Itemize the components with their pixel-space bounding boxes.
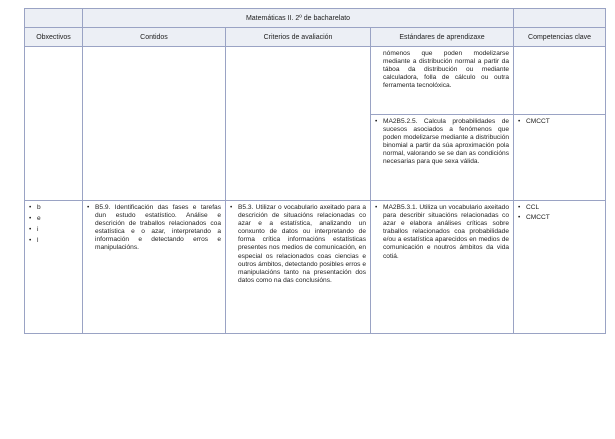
header-competencies: Competencias clave: [514, 28, 606, 47]
empty-corner-cell: [25, 9, 83, 28]
standard-cell: [371, 47, 514, 115]
header-criteria: Criterios de avaliación: [226, 28, 371, 47]
objective-item: • l: [29, 237, 78, 245]
objective-item: • i: [29, 226, 78, 234]
competency-item: • CCL: [518, 204, 601, 212]
standard-continuation-text: nómenos que poden modelizarse mediante a distribución normal a partir da táboa da distribución ou mediante calculadora, folla de cálculo ou outra ferramenta tecnolóxica.: [383, 50, 510, 90]
table-header-row: [25, 28, 606, 47]
standard-text: • MA2B5.2.5. Calcula probabilidades de sucesos asociados a fenómenos que poden modelizarse mediante a distribución binomial a partir da súa aproximación pola normal, valorando se se dan as condicións necesarias para que sexa válida.: [375, 118, 509, 167]
competency-item: • CMCCT: [518, 214, 601, 222]
header-objectives: Obxectivos: [25, 28, 83, 47]
competencies-cell: [514, 115, 606, 201]
curriculum-table-wrapper: [24, 8, 605, 334]
competencies-cell-empty: [514, 47, 606, 115]
criteria-cell-empty: [226, 47, 371, 201]
content-text: • B5.9. Identificación das fases e tarefas dun estudo estatístico. Análise e descrición de traballos relacionados coa estatística e o azar, interpretando a información e detectando erros e manipulacións.: [87, 204, 221, 253]
header-contents: Contidos: [83, 28, 226, 47]
criterion-text: • B5.3. Utilizar o vocabulario axeitado para a descrición de situacións relacionadas co azar e a estatística, analizando un conxunto de datos ou interpretando de forma crítica informacións estatísticas presentes nos medios de comunicación, en especial os relacionados coas ciencias e outros ámbitos, detectando posibles erros e manipulacións tanto na presentación dos datos como na das conclusións.: [230, 204, 366, 285]
criteria-cell: [226, 201, 371, 334]
objectives-cell: [25, 201, 83, 334]
table-row: [25, 47, 606, 115]
competency-item: • CMCCT: [518, 118, 601, 126]
standard-cell: [371, 115, 514, 201]
contents-cell-empty: [83, 47, 226, 201]
table-title: Matemáticas II. 2º de bacharelato: [83, 9, 514, 28]
objective-item: • e: [29, 215, 78, 223]
table-title-row: [25, 9, 606, 28]
objective-item: • b: [29, 204, 78, 212]
table-row: [25, 201, 606, 334]
curriculum-table: [24, 8, 606, 334]
contents-cell: [83, 201, 226, 334]
empty-corner-cell: [514, 9, 606, 28]
objectives-cell-empty: [25, 47, 83, 201]
header-standards: Estándares de aprendizaxe: [371, 28, 514, 47]
standard-text: • MA2B5.3.1. Utiliza un vocabulario axeitado para describir situacións relacionadas co azar e elabora análises críticas sobre traballos relacionados coa probabilidade e/ou a estatística aparecidos en medios de comunicación e noutros ámbitos da vida cotiá.: [375, 204, 509, 261]
standard-cell: [371, 201, 514, 334]
competencies-cell: [514, 201, 606, 334]
